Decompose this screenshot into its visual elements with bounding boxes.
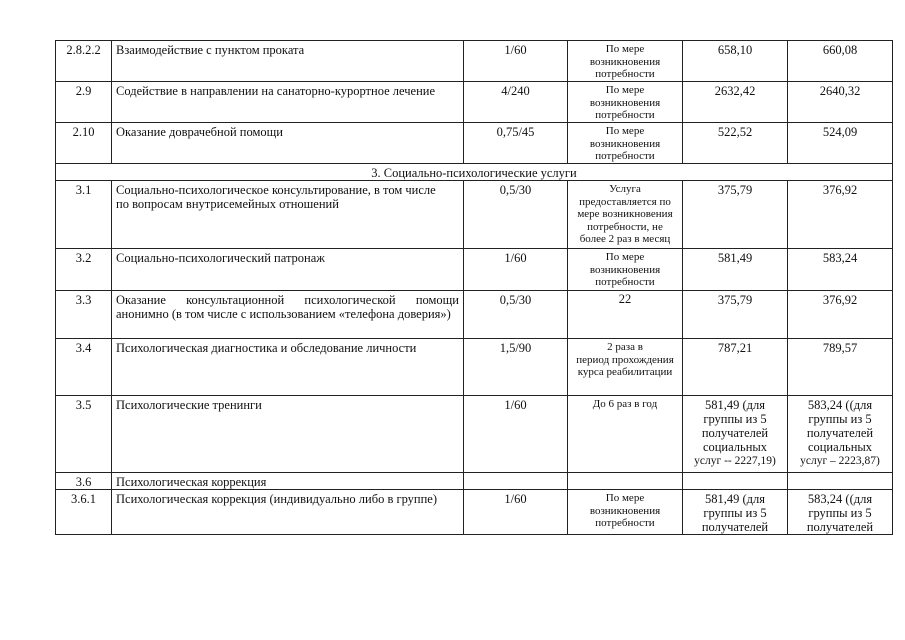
price-1: 522,52	[683, 123, 788, 164]
price-1: 581,49	[683, 249, 788, 291]
price-1: 375,79	[683, 291, 788, 339]
service-unit: 1/60	[464, 249, 568, 291]
service-unit: 0,5/30	[464, 181, 568, 249]
row-number: 2.8.2.2	[56, 41, 112, 82]
service-unit: 1/60	[464, 41, 568, 82]
price-2: 583,24 ((для группы из 5 получателей социальных услуг – 2223,87)	[788, 396, 893, 473]
price-1: 2632,42	[683, 82, 788, 123]
table-row	[56, 123, 893, 164]
service-frequency: По мере возникновения потребности	[568, 490, 683, 535]
service-unit: 0,5/30	[464, 291, 568, 339]
price-1: 787,21	[683, 339, 788, 396]
service-unit: 1,5/90	[464, 339, 568, 396]
row-number: 3.6.1	[56, 490, 112, 535]
section-title: 3. Социально-психологические услуги	[56, 164, 893, 181]
row-number: 3.4	[56, 339, 112, 396]
price-1: 581,49 (для группы из 5 получателей социальных услуг -- 2227,19)	[683, 396, 788, 473]
service-name: Психологические тренинги	[112, 396, 464, 473]
service-name: Социально-психологический патронаж	[112, 249, 464, 291]
table-row	[56, 339, 893, 396]
price-2: 583,24	[788, 249, 893, 291]
price-2: 2640,32	[788, 82, 893, 123]
service-unit: 0,75/45	[464, 123, 568, 164]
row-number: 2.9	[56, 82, 112, 123]
price-1: 375,79	[683, 181, 788, 249]
row-number: 3.5	[56, 396, 112, 473]
empty-cell	[568, 473, 683, 490]
service-frequency: По мере возникновения потребности	[568, 41, 683, 82]
service-frequency: По мере возникновения потребности	[568, 123, 683, 164]
service-frequency: По мере возникновения потребности	[568, 82, 683, 123]
table-row	[56, 490, 893, 535]
service-name: Социально-психологическое консультирование, в том числе по вопросам внутрисемейных отношений	[112, 181, 464, 249]
service-name: Психологическая коррекция (индивидуально либо в группе)	[112, 490, 464, 535]
empty-cell	[788, 473, 893, 490]
table-row	[56, 249, 893, 291]
service-unit: 1/60	[464, 490, 568, 535]
price-2: 660,08	[788, 41, 893, 82]
row-number: 2.10	[56, 123, 112, 164]
table-row	[56, 473, 893, 490]
service-frequency: 22	[568, 291, 683, 339]
price-2: 376,92	[788, 291, 893, 339]
service-frequency: 2 раза в период прохождения курса реабилитации	[568, 339, 683, 396]
empty-cell	[683, 473, 788, 490]
service-frequency: Услуга предоставляется по мере возникновения потребности, не более 2 раз в месяц	[568, 181, 683, 249]
price-2: 583,24 ((для группы из 5 получателей	[788, 490, 893, 535]
empty-cell	[464, 473, 568, 490]
table-row	[56, 82, 893, 123]
services-table	[55, 40, 893, 535]
service-name: Взаимодействие с пунктом проката	[112, 41, 464, 82]
service-name: Психологическая коррекция	[112, 473, 464, 490]
table-row	[56, 291, 893, 339]
service-name: Оказание доврачебной помощи	[112, 123, 464, 164]
table-row	[56, 41, 893, 82]
price-2: 789,57	[788, 339, 893, 396]
price-1: 658,10	[683, 41, 788, 82]
table-row	[56, 181, 893, 249]
service-frequency: До 6 раз в год	[568, 396, 683, 473]
service-name: Оказание консультационной психологической помощи анонимно (в том числе с использованием «телефона доверия»)	[112, 291, 464, 339]
table-row	[56, 396, 893, 473]
service-unit: 4/240	[464, 82, 568, 123]
row-number: 3.2	[56, 249, 112, 291]
row-number: 3.6	[56, 473, 112, 490]
price-1: 581,49 (для группы из 5 получателей	[683, 490, 788, 535]
row-number: 3.1	[56, 181, 112, 249]
row-number: 3.3	[56, 291, 112, 339]
price-2: 376,92	[788, 181, 893, 249]
service-frequency: По мере возникновения потребности	[568, 249, 683, 291]
price-2: 524,09	[788, 123, 893, 164]
service-name: Психологическая диагностика и обследование личности	[112, 339, 464, 396]
service-name: Содействие в направлении на санаторно-курортное лечение	[112, 82, 464, 123]
service-unit: 1/60	[464, 396, 568, 473]
section-header-row	[56, 164, 893, 181]
